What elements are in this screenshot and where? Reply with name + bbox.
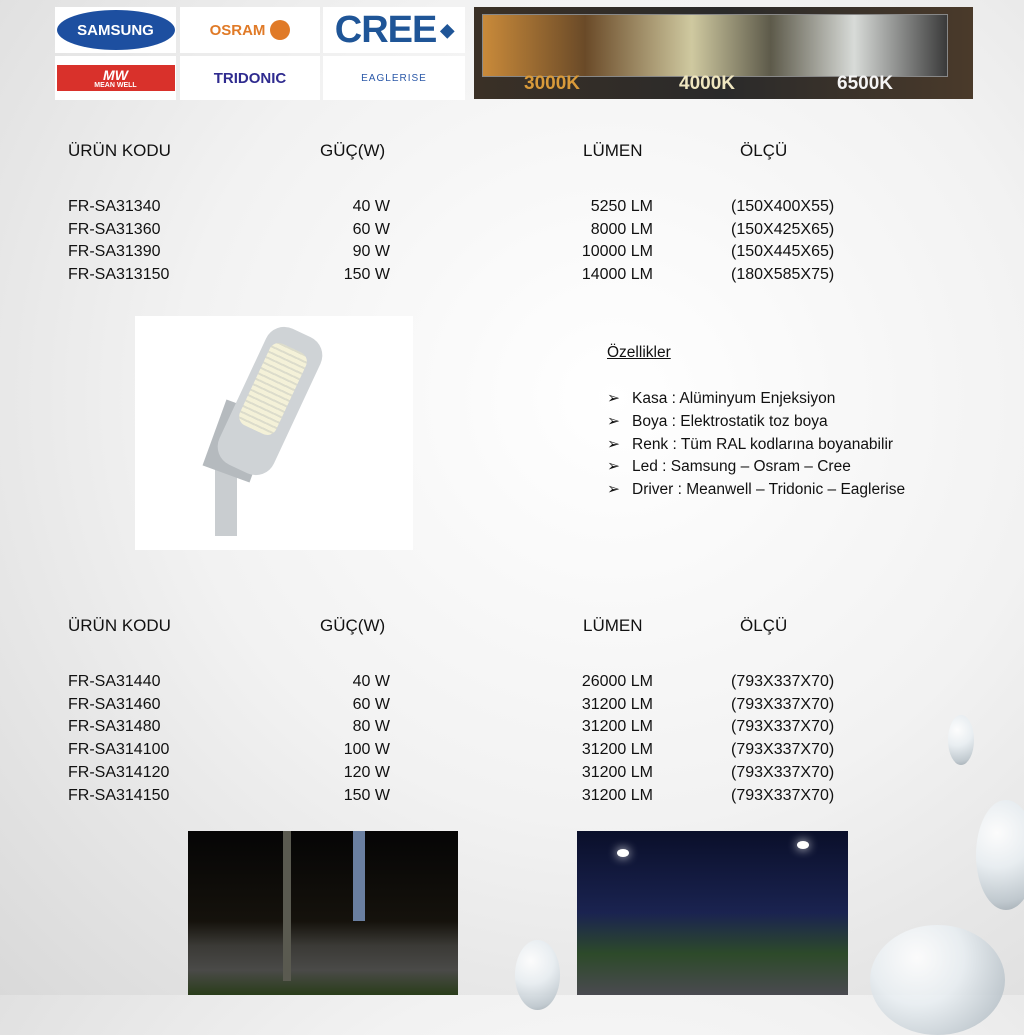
water-drop-decoration bbox=[870, 925, 1005, 1035]
osram-logo-text: OSRAM bbox=[209, 21, 266, 39]
cell-code: FR-SA313150 bbox=[68, 266, 170, 284]
cell-power: 60 W bbox=[352, 220, 390, 238]
bullet-arrow-icon: ➢ bbox=[607, 390, 620, 407]
header-power: GÜÇ(W) bbox=[320, 616, 386, 635]
cell-size: (793X337X70) bbox=[731, 673, 835, 690]
street-night-photo-1 bbox=[188, 831, 458, 995]
features-title: Özellikler bbox=[607, 344, 671, 361]
cree-logo: CREE ◆ bbox=[323, 7, 465, 53]
cell-power: 100 W bbox=[343, 741, 390, 759]
cell-power: 40 W bbox=[352, 198, 390, 215]
feature-text: Renk : Tüm RAL kodlarına boyanabilir bbox=[632, 435, 894, 453]
feature-item bbox=[607, 412, 828, 431]
temp-6500k-label: 6500K bbox=[837, 73, 893, 94]
cell-lumen: 14000 LM bbox=[581, 266, 653, 284]
cell-size: (180X585X75) bbox=[731, 266, 835, 284]
cell-lumen: 10000 LM bbox=[581, 243, 653, 261]
meanwell-logo bbox=[55, 56, 176, 100]
cell-size: (793X337X70) bbox=[731, 695, 835, 713]
cell-power: 150 W bbox=[343, 266, 390, 284]
feature-item bbox=[607, 457, 851, 476]
cell-code: FR-SA31340 bbox=[68, 198, 161, 215]
header-lumen: LÜMEN bbox=[583, 616, 643, 635]
feature-item bbox=[607, 435, 893, 454]
street-light-product-image bbox=[135, 316, 413, 550]
cell-lumen: 26000 LM bbox=[581, 673, 653, 690]
temp-3000k-label: 3000K bbox=[524, 73, 580, 94]
header-code: ÜRÜN KODU bbox=[68, 141, 171, 160]
bullet-arrow-icon: ➢ bbox=[607, 481, 620, 499]
cell-size: (150X400X55) bbox=[731, 198, 835, 215]
cell-lumen: 8000 LM bbox=[590, 220, 653, 238]
water-drop-decoration bbox=[976, 800, 1024, 910]
header-size: ÖLÇÜ bbox=[740, 141, 788, 160]
cell-code: FR-SA314120 bbox=[68, 763, 170, 781]
cell-code: FR-SA31480 bbox=[68, 718, 161, 736]
feature-item bbox=[607, 389, 835, 408]
feature-text: Boya : Elektrostatik toz boya bbox=[632, 412, 828, 430]
header-power: GÜÇ(W) bbox=[320, 141, 386, 160]
cell-lumen: 31200 LM bbox=[581, 763, 653, 781]
cell-power: 150 W bbox=[343, 786, 390, 804]
header-lumen: LÜMEN bbox=[583, 141, 643, 160]
eaglerise-logo bbox=[323, 56, 465, 100]
cell-lumen: 31200 LM bbox=[581, 741, 653, 759]
cell-power: 90 W bbox=[352, 243, 390, 261]
bullet-arrow-icon: ➢ bbox=[607, 458, 620, 476]
header-size: ÖLÇÜ bbox=[740, 616, 788, 635]
color-temperature-image bbox=[474, 7, 973, 99]
cell-code: FR-SA31440 bbox=[68, 673, 161, 690]
eaglerise-logo-text: EAGLERISE bbox=[361, 72, 427, 84]
temp-4000k-label: 4000K bbox=[679, 73, 735, 94]
feature-item bbox=[607, 480, 905, 499]
cell-lumen: 31200 LM bbox=[581, 718, 653, 736]
cree-logo-text: CREE bbox=[334, 8, 437, 51]
cell-power: 60 W bbox=[352, 695, 390, 713]
samsung-logo-text: SAMSUNG bbox=[57, 10, 175, 50]
header-code: ÜRÜN KODU bbox=[68, 616, 171, 635]
cell-power: 80 W bbox=[352, 718, 390, 736]
cell-power: 40 W bbox=[352, 673, 390, 690]
cell-size: (793X337X70) bbox=[731, 763, 835, 781]
cell-code: FR-SA31360 bbox=[68, 220, 161, 238]
cell-size: (793X337X70) bbox=[731, 718, 835, 736]
tridonic-logo bbox=[180, 56, 320, 100]
feature-text: Driver : Meanwell – Tridonic – Eaglerise bbox=[632, 481, 906, 499]
meanwell-logo-mark: MW bbox=[103, 66, 128, 83]
cell-code: FR-SA31460 bbox=[68, 695, 161, 713]
cell-size: (150X425X65) bbox=[731, 220, 835, 238]
street-night-photo-2 bbox=[577, 831, 848, 995]
bullet-arrow-icon: ➢ bbox=[607, 412, 620, 430]
cell-size: (793X337X70) bbox=[731, 786, 835, 804]
cell-code: FR-SA314100 bbox=[68, 741, 170, 759]
osram-logo bbox=[180, 7, 320, 53]
bullet-arrow-icon: ➢ bbox=[607, 435, 620, 453]
water-drop-decoration bbox=[515, 940, 560, 1010]
cell-code: FR-SA314150 bbox=[68, 786, 170, 804]
cell-lumen: 31200 LM bbox=[581, 695, 653, 713]
samsung-logo bbox=[55, 7, 176, 53]
feature-text: Led : Samsung – Osram – Cree bbox=[632, 458, 851, 476]
cell-power: 120 W bbox=[343, 763, 390, 781]
tridonic-logo-text: TRIDONIC bbox=[213, 69, 287, 87]
water-drop-decoration bbox=[948, 715, 974, 765]
cell-code: FR-SA31390 bbox=[68, 243, 161, 261]
cell-lumen: 31200 LM bbox=[581, 786, 653, 804]
cell-lumen: 5250 LM bbox=[590, 198, 653, 215]
meanwell-logo-text: MEAN WELL bbox=[94, 81, 137, 89]
cell-size: (793X337X70) bbox=[731, 741, 835, 759]
cell-size: (150X445X65) bbox=[731, 243, 835, 261]
feature-text: Kasa : Alüminyum Enjeksiyon bbox=[632, 390, 836, 407]
